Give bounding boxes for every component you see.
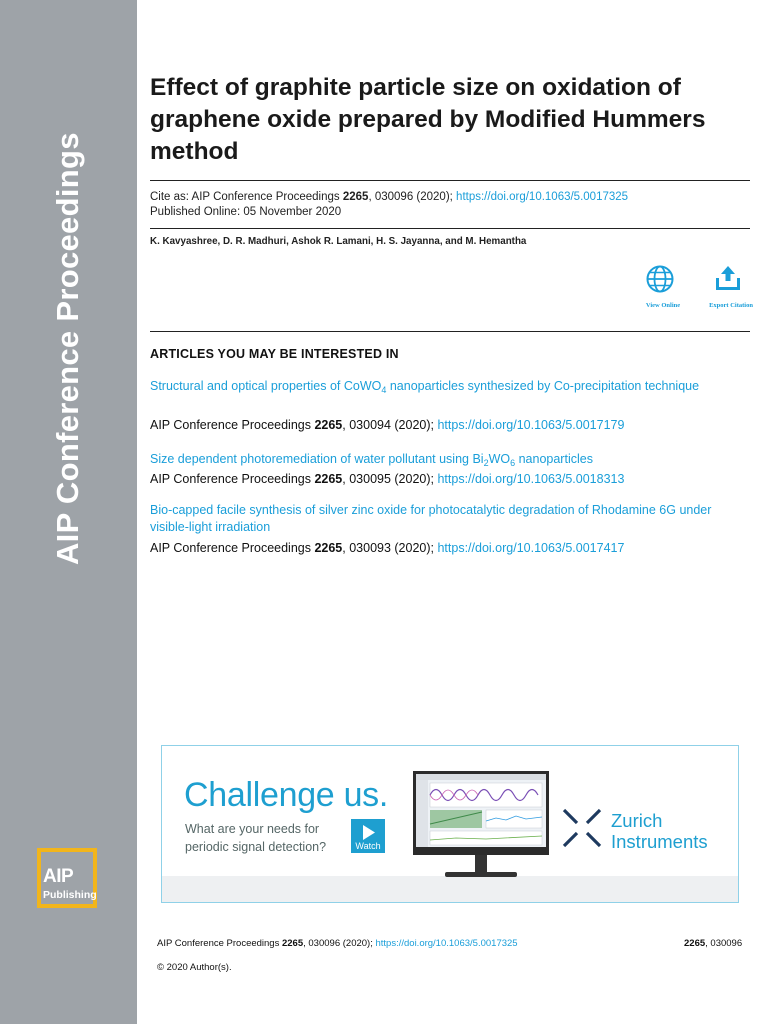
logo-publishing-text: Publishing: [43, 889, 97, 901]
monitor-base: [445, 872, 517, 877]
divider: [150, 180, 750, 181]
aip-publishing-logo[interactable]: [37, 848, 97, 908]
zurich-brand-text: Zurich Instruments: [611, 810, 708, 852]
export-citation-button[interactable]: [709, 264, 753, 309]
related-article-citation-1: AIP Conference Proceedings 2265, 030094 (2020); https://doi.org/10.1063/5.0017179: [150, 418, 625, 432]
cite-as-line: Cite as: AIP Conference Proceedings 2265, 030096 (2020); https://doi.org/10.1063/5.0017325: [150, 191, 629, 203]
watch-button[interactable]: [351, 819, 385, 853]
monitor-screen: [416, 774, 546, 847]
watch-label: Watch: [355, 841, 381, 851]
ad-subline: What are your needs for periodic signal detection?: [185, 822, 327, 854]
article-doi-link[interactable]: https://doi.org/10.1063/5.0017325: [456, 191, 629, 203]
related-article-doi-1[interactable]: https://doi.org/10.1063/5.0017179: [437, 418, 625, 432]
view-online-label: View Online: [645, 302, 681, 309]
related-article-title-1[interactable]: Structural and optical properties of CoWO$_4$ nanoparticles synthesized by Co-precipitation technique: [150, 379, 700, 395]
author-list: K. Kavyashree, D. R. Madhuri, Ashok R. Lamani, H. S. Jayanna, and M. Hemantha: [150, 236, 527, 247]
ad-footer-band: [162, 876, 738, 902]
related-article-doi-2[interactable]: https://doi.org/10.1063/5.0018313: [437, 472, 625, 486]
export-icon: [713, 264, 743, 294]
copyright-notice: © 2020 Author(s).: [157, 962, 232, 973]
view-online-button[interactable]: [645, 264, 681, 309]
cite-volume: 2265: [342, 191, 369, 203]
footer-citation: AIP Conference Proceedings 2265, 030096 (2020); https://doi.org/10.1063/5.0017325: [157, 938, 518, 949]
article-title: Effect of graphite particle size on oxidation of graphene oxide prepared by Modified Hummers method: [150, 74, 706, 165]
oscilloscope-screenshot: [416, 774, 546, 847]
globe-icon: [645, 264, 675, 294]
published-date: Published Online: 05 November 2020: [150, 206, 342, 218]
journal-sidebar: [0, 0, 137, 1024]
divider: [150, 228, 750, 229]
export-citation-label: Export Citation: [709, 302, 753, 309]
monitor-image: [413, 771, 549, 855]
zurich-instruments-logo: [562, 808, 708, 853]
footer-article-number: 2265, 030096: [684, 938, 743, 949]
footer-doi-link[interactable]: https://doi.org/10.1063/5.0017325: [375, 938, 518, 949]
zurich-instruments-ad[interactable]: [161, 745, 739, 903]
related-article-citation-3: AIP Conference Proceedings 2265, 030093 (2020); https://doi.org/10.1063/5.0017417: [150, 541, 625, 555]
related-article-title-2[interactable]: Size dependent photoremediation of water pollutant using $Bi_2WO_6$ nanoparticles: [150, 452, 593, 468]
logo-aip-text: AIP: [43, 866, 74, 887]
monitor-stand: [475, 855, 487, 873]
related-articles-heading: ARTICLES YOU MAY BE INTERESTED IN: [150, 347, 399, 361]
ad-headline: Challenge us.: [184, 776, 389, 814]
related-article-title-3[interactable]: Bio-capped facile synthesis of silver zinc oxide for photocatalytic degradation of Rhodamine 6G under visible-light irradiation: [150, 503, 712, 534]
divider: [150, 331, 750, 332]
zurich-instruments-mark-icon: [562, 808, 602, 848]
related-article-citation-2: AIP Conference Proceedings 2265, 030095 (2020); https://doi.org/10.1063/5.0018313: [150, 472, 625, 486]
journal-name-vertical: AIP Conference Proceedings: [50, 132, 85, 565]
related-article-doi-3[interactable]: https://doi.org/10.1063/5.0017417: [437, 541, 625, 555]
